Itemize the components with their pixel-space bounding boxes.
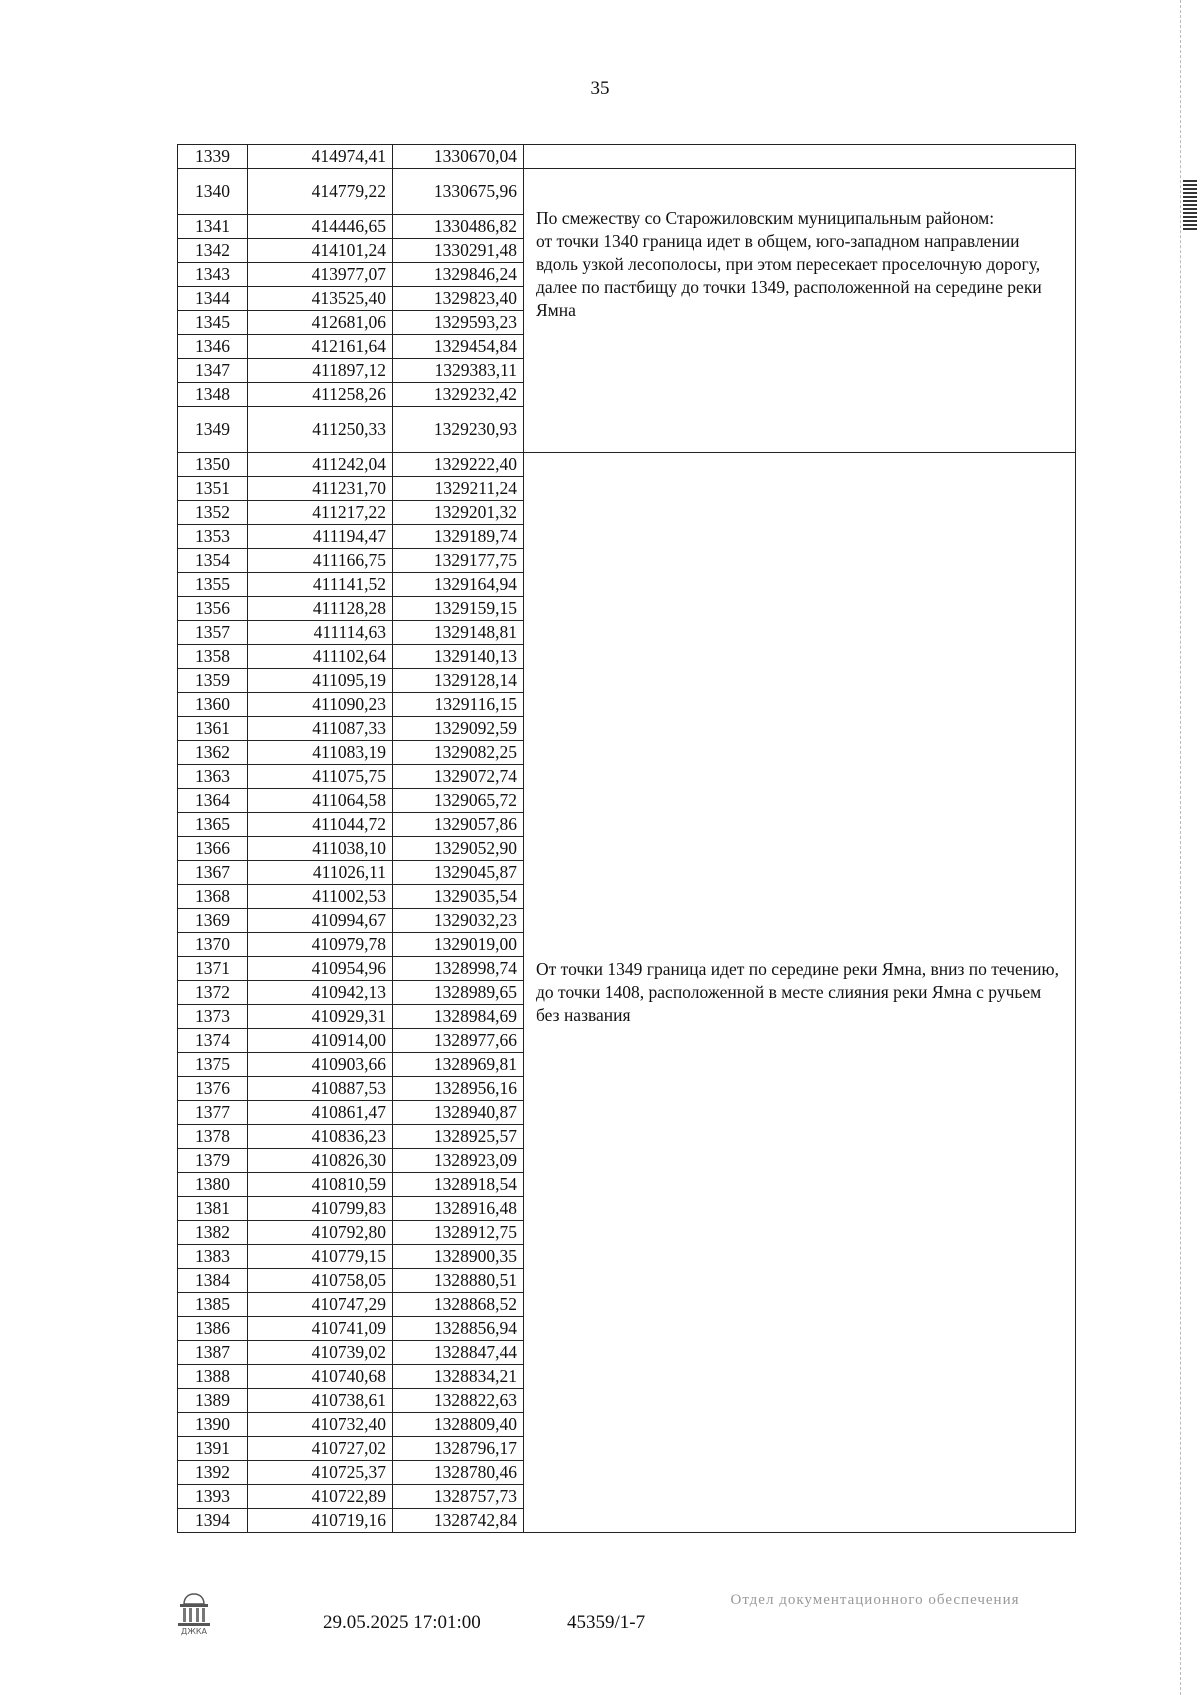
point-number: 1339 [178, 145, 248, 169]
coord-x: 411242,04 [248, 453, 393, 477]
point-number: 1366 [178, 837, 248, 861]
point-number: 1363 [178, 765, 248, 789]
point-number: 1381 [178, 1197, 248, 1221]
page-number: 35 [590, 78, 610, 99]
coord-x: 410929,31 [248, 1005, 393, 1029]
coord-y: 1330675,96 [393, 169, 524, 215]
coord-y: 1328918,54 [393, 1173, 524, 1197]
coord-y: 1330486,82 [393, 215, 524, 239]
coord-x: 410725,37 [248, 1461, 393, 1485]
logo-text: ДЖКА [180, 1627, 208, 1636]
coord-y: 1328940,87 [393, 1101, 524, 1125]
coord-y: 1328984,69 [393, 1005, 524, 1029]
point-number: 1356 [178, 597, 248, 621]
coord-y: 1329593,23 [393, 311, 524, 335]
coord-y: 1328742,84 [393, 1509, 524, 1533]
coord-y: 1328757,73 [393, 1485, 524, 1509]
footer-date: 29.05.2025 17:01:00 [323, 1612, 481, 1633]
coord-x: 410914,00 [248, 1029, 393, 1053]
coord-y: 1329019,00 [393, 933, 524, 957]
scan-mark [1183, 180, 1197, 230]
point-number: 1370 [178, 933, 248, 957]
coord-x: 411141,52 [248, 573, 393, 597]
coord-y: 1329222,40 [393, 453, 524, 477]
coord-y: 1328780,46 [393, 1461, 524, 1485]
coord-y: 1330670,04 [393, 145, 524, 169]
point-number: 1369 [178, 909, 248, 933]
coord-x: 410740,68 [248, 1365, 393, 1389]
point-number: 1345 [178, 311, 248, 335]
point-number: 1344 [178, 287, 248, 311]
coord-x: 414974,41 [248, 145, 393, 169]
coord-x: 410887,53 [248, 1077, 393, 1101]
coord-x: 411026,11 [248, 861, 393, 885]
coord-y: 1328809,40 [393, 1413, 524, 1437]
point-number: 1361 [178, 717, 248, 741]
coord-y: 1328880,51 [393, 1269, 524, 1293]
point-number: 1373 [178, 1005, 248, 1029]
coord-x: 411090,23 [248, 693, 393, 717]
coord-x: 410732,40 [248, 1413, 393, 1437]
coord-y: 1329092,59 [393, 717, 524, 741]
point-number: 1389 [178, 1389, 248, 1413]
coordinates-table-body [178, 145, 1076, 1533]
coord-y: 1329032,23 [393, 909, 524, 933]
coord-y: 1329082,25 [393, 741, 524, 765]
point-number: 1350 [178, 453, 248, 477]
coord-x: 411897,12 [248, 359, 393, 383]
coord-y: 1329140,13 [393, 645, 524, 669]
point-number: 1380 [178, 1173, 248, 1197]
coord-y: 1328900,35 [393, 1245, 524, 1269]
coord-y: 1329454,84 [393, 335, 524, 359]
point-number: 1379 [178, 1149, 248, 1173]
coord-y: 1329045,87 [393, 861, 524, 885]
coord-x: 410722,89 [248, 1485, 393, 1509]
coord-x: 411114,63 [248, 621, 393, 645]
coord-y: 1329177,75 [393, 549, 524, 573]
empty-description-cell [524, 145, 1076, 169]
coord-y: 1329211,24 [393, 477, 524, 501]
point-number: 1375 [178, 1053, 248, 1077]
coord-y: 1328912,75 [393, 1221, 524, 1245]
coord-y: 1328834,21 [393, 1365, 524, 1389]
point-number: 1347 [178, 359, 248, 383]
coord-x: 413977,07 [248, 263, 393, 287]
point-number: 1368 [178, 885, 248, 909]
coord-y: 1329159,15 [393, 597, 524, 621]
point-number: 1352 [178, 501, 248, 525]
coord-x: 410836,23 [248, 1125, 393, 1149]
coord-x: 410747,29 [248, 1293, 393, 1317]
coord-y: 1328868,52 [393, 1293, 524, 1317]
coord-x: 410738,61 [248, 1389, 393, 1413]
point-number: 1391 [178, 1437, 248, 1461]
point-number: 1354 [178, 549, 248, 573]
coord-x: 410994,67 [248, 909, 393, 933]
point-number: 1387 [178, 1341, 248, 1365]
coord-x: 411083,19 [248, 741, 393, 765]
boundary-description-top: По смежеству со Старожиловским муниципальным районом: от точки 1340 граница идет в общем, юго-западном направлении вдоль узкой лесополосы, при этом пересекает проселочную дорогу, далее по пастбищу до точки 1349, расположенной на середине реки Ямна [524, 169, 1076, 453]
coord-x: 411038,10 [248, 837, 393, 861]
boundary-description-bottom: От точки 1349 граница идет по середине реки Ямна, вниз по течению, до точки 1408, расположенной в месте слияния реки Ямна с ручьем без названия [524, 453, 1076, 1533]
coord-y: 1329232,42 [393, 383, 524, 407]
coord-y: 1328989,65 [393, 981, 524, 1005]
point-number: 1382 [178, 1221, 248, 1245]
coord-x: 410779,15 [248, 1245, 393, 1269]
department-stamp: Отдел документационного обеспечения [730, 1592, 1020, 1608]
point-number: 1384 [178, 1269, 248, 1293]
coord-y: 1330291,48 [393, 239, 524, 263]
coord-x: 410799,83 [248, 1197, 393, 1221]
coord-y: 1328998,74 [393, 957, 524, 981]
coordinates-table [177, 144, 1076, 1533]
point-number: 1378 [178, 1125, 248, 1149]
point-number: 1341 [178, 215, 248, 239]
coord-x: 410861,47 [248, 1101, 393, 1125]
coord-y: 1329846,24 [393, 263, 524, 287]
point-number: 1346 [178, 335, 248, 359]
coord-x: 410758,05 [248, 1269, 393, 1293]
logo-icon [172, 1590, 216, 1636]
coord-y: 1329057,86 [393, 813, 524, 837]
coord-x: 411166,75 [248, 549, 393, 573]
coord-y: 1329116,15 [393, 693, 524, 717]
coord-y: 1329065,72 [393, 789, 524, 813]
footer-document-code: 45359/1-7 [567, 1612, 646, 1633]
coord-x: 410739,02 [248, 1341, 393, 1365]
point-number: 1377 [178, 1101, 248, 1125]
point-number: 1376 [178, 1077, 248, 1101]
point-number: 1359 [178, 669, 248, 693]
coord-y: 1329052,90 [393, 837, 524, 861]
coord-y: 1328925,57 [393, 1125, 524, 1149]
coord-x: 410954,96 [248, 957, 393, 981]
coord-y: 1329189,74 [393, 525, 524, 549]
coord-x: 411087,33 [248, 717, 393, 741]
point-number: 1364 [178, 789, 248, 813]
coord-y: 1328822,63 [393, 1389, 524, 1413]
coord-x: 411231,70 [248, 477, 393, 501]
coord-y: 1328916,48 [393, 1197, 524, 1221]
coord-x: 410903,66 [248, 1053, 393, 1077]
coord-x: 411002,53 [248, 885, 393, 909]
coord-x: 411194,47 [248, 525, 393, 549]
point-number: 1358 [178, 645, 248, 669]
coord-x: 413525,40 [248, 287, 393, 311]
point-number: 1371 [178, 957, 248, 981]
coord-x: 410979,78 [248, 933, 393, 957]
point-number: 1349 [178, 407, 248, 453]
point-number: 1392 [178, 1461, 248, 1485]
coord-y: 1329201,32 [393, 501, 524, 525]
coord-x: 411128,28 [248, 597, 393, 621]
table-row [178, 453, 1076, 477]
coord-y: 1329164,94 [393, 573, 524, 597]
coord-x: 411075,75 [248, 765, 393, 789]
coord-x: 412161,64 [248, 335, 393, 359]
point-number: 1374 [178, 1029, 248, 1053]
coord-x: 410826,30 [248, 1149, 393, 1173]
point-number: 1362 [178, 741, 248, 765]
point-number: 1353 [178, 525, 248, 549]
coord-y: 1329072,74 [393, 765, 524, 789]
coord-y: 1329035,54 [393, 885, 524, 909]
point-number: 1342 [178, 239, 248, 263]
point-number: 1388 [178, 1365, 248, 1389]
coord-x: 411064,58 [248, 789, 393, 813]
coord-y: 1329128,14 [393, 669, 524, 693]
coord-x: 414779,22 [248, 169, 393, 215]
point-number: 1355 [178, 573, 248, 597]
table-row [178, 145, 1076, 169]
coord-x: 410727,02 [248, 1437, 393, 1461]
scan-edge [1180, 0, 1182, 1695]
coord-x: 411044,72 [248, 813, 393, 837]
coord-y: 1328796,17 [393, 1437, 524, 1461]
coord-y: 1328923,09 [393, 1149, 524, 1173]
point-number: 1351 [178, 477, 248, 501]
table-row [178, 169, 1076, 215]
coord-y: 1329230,93 [393, 407, 524, 453]
point-number: 1385 [178, 1293, 248, 1317]
coord-y: 1329148,81 [393, 621, 524, 645]
coord-x: 410942,13 [248, 981, 393, 1005]
coord-x: 411217,22 [248, 501, 393, 525]
coord-y: 1328847,44 [393, 1341, 524, 1365]
coord-y: 1328856,94 [393, 1317, 524, 1341]
coord-y: 1328956,16 [393, 1077, 524, 1101]
coord-x: 414101,24 [248, 239, 393, 263]
coord-x: 411258,26 [248, 383, 393, 407]
coord-x: 411102,64 [248, 645, 393, 669]
point-number: 1393 [178, 1485, 248, 1509]
coord-y: 1329383,11 [393, 359, 524, 383]
coord-x: 410741,09 [248, 1317, 393, 1341]
point-number: 1390 [178, 1413, 248, 1437]
coord-x: 412681,06 [248, 311, 393, 335]
point-number: 1348 [178, 383, 248, 407]
point-number: 1372 [178, 981, 248, 1005]
coord-x: 410792,80 [248, 1221, 393, 1245]
coord-y: 1328977,66 [393, 1029, 524, 1053]
point-number: 1394 [178, 1509, 248, 1533]
coord-y: 1329823,40 [393, 287, 524, 311]
coord-x: 410810,59 [248, 1173, 393, 1197]
coord-x: 411250,33 [248, 407, 393, 453]
coord-x: 414446,65 [248, 215, 393, 239]
coord-y: 1328969,81 [393, 1053, 524, 1077]
point-number: 1360 [178, 693, 248, 717]
point-number: 1343 [178, 263, 248, 287]
point-number: 1386 [178, 1317, 248, 1341]
point-number: 1383 [178, 1245, 248, 1269]
coord-x: 411095,19 [248, 669, 393, 693]
coord-x: 410719,16 [248, 1509, 393, 1533]
point-number: 1367 [178, 861, 248, 885]
point-number: 1365 [178, 813, 248, 837]
point-number: 1340 [178, 169, 248, 215]
point-number: 1357 [178, 621, 248, 645]
